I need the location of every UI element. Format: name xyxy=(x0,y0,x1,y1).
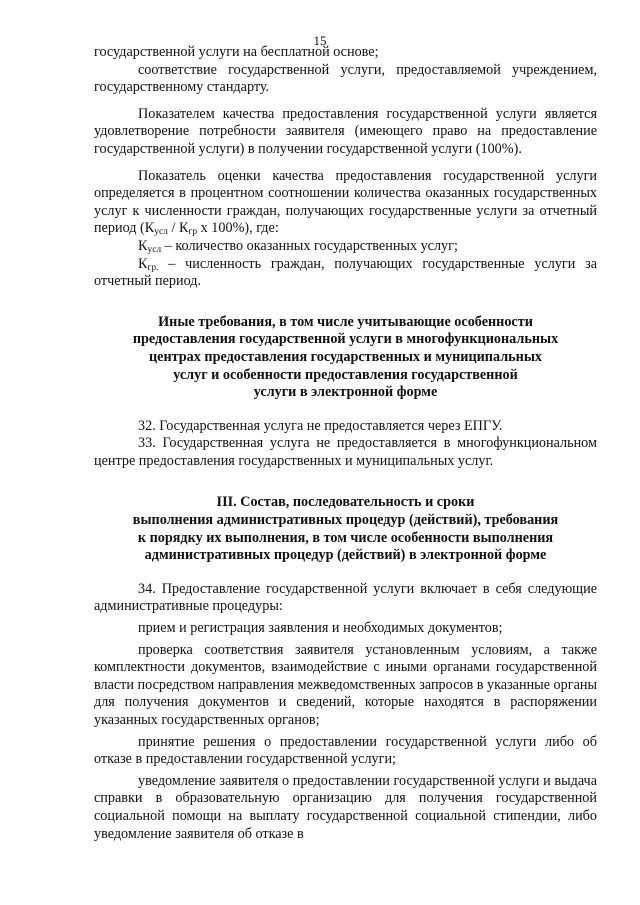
definition-k-gr-symbol: К xyxy=(138,255,148,272)
heading-line: центрах предоставления государственных и муниципальных xyxy=(148,348,543,365)
page-number: 15 xyxy=(313,33,327,48)
formula-text-after: х 100%), где: xyxy=(197,220,279,237)
heading-line: выполнения административных процедур (действий), требования xyxy=(132,512,559,529)
paragraph-standard-compliance: соответствие государственной услуги, предоставляемой учреждением, государственному стандарту. xyxy=(94,61,597,96)
paragraph-free-basis: государственной услуги на бесплатной основе; xyxy=(94,44,379,60)
heading-line: услуг и особенности предоставления государственной xyxy=(173,366,518,383)
paragraph-33: 33. Государственная услуга не предоставляется в многофункциональном центре предоставления государственных и муниципальных услуг. xyxy=(94,435,597,469)
paragraph-32: 32. Государственная услуга не предоставляется через ЕПГУ. xyxy=(138,417,503,434)
heading-line: III. Состав, последовательность и сроки xyxy=(216,494,475,511)
heading-line: услуги в электронной форме xyxy=(253,384,438,401)
definition-k-usl-symbol: К xyxy=(138,237,148,254)
procedure-item-notification: уведомление заявителя о предоставлении государственной услуги и выдача справки в образовательную организацию для получения государственной социальной помощи на выплату государственной социальной стипендии, либо уведомление заявителя об отказе в xyxy=(94,772,597,842)
definition-k-gr-text: – численность граждан, получающих государственные услуги за отчетный период. xyxy=(94,255,597,290)
section-heading-iii xyxy=(94,494,597,564)
heading-line: Иные требования, в том числе учитывающие особенности xyxy=(158,313,533,330)
definition-k-gr-subscript: гр. xyxy=(147,262,159,273)
paragraph-evaluation-indicator xyxy=(94,168,597,238)
page-content xyxy=(94,44,597,843)
procedure-item-verification: проверка соответствия заявителя установленным условиям, а также комплектности документов, взаимодействие с иными органами государственной власти посредством направления межведомственных запросов в указанные органы для получения документов и сведений, которые находятся в распоряжении указанных государственных органов; xyxy=(94,641,597,728)
definition-k-usl-text: – количество оказанных государственных услуг; xyxy=(161,237,458,254)
paragraph-34: 34. Предоставление государственной услуги включает в себя следующие административные процедуры: xyxy=(94,580,597,615)
section-heading-other-requirements xyxy=(94,314,597,402)
heading-line: предоставления государственной услуги в многофункциональных xyxy=(132,331,559,348)
heading-line: административных процедур (действий) в электронной форме xyxy=(144,547,547,564)
procedure-item-reception: прием и регистрация заявления и необходимых документов; xyxy=(138,620,503,637)
formula-subscript-usl: усл xyxy=(154,227,168,238)
definition-k-usl xyxy=(94,238,597,256)
procedure-item-decision: принятие решения о предоставлении государственной услуги либо об отказе в предоставлении государственной услуги; xyxy=(94,733,597,768)
definition-k-usl-subscript: усл xyxy=(147,244,162,255)
paragraph-quality-indicator: Показателем качества предоставления государственной услуги является удовлетворение потребности заявителя (имеющего право на предоставление государственной услуги) в получении государственной услуги (100%). xyxy=(94,105,597,157)
definition-k-gr xyxy=(94,256,597,291)
formula-text-mid: / К xyxy=(167,220,189,237)
formula-subscript-gr: гр xyxy=(188,227,198,238)
heading-line: к порядку их выполнения, в том числе особенности выполнения xyxy=(137,529,554,546)
formula-text-before: Показатель оценки качества предоставления государственной услуги определяется в процентном соотношении количества оказанных государственных услуг к численности граждан, получающих государственные услуги за отчетный период (К xyxy=(94,167,597,237)
